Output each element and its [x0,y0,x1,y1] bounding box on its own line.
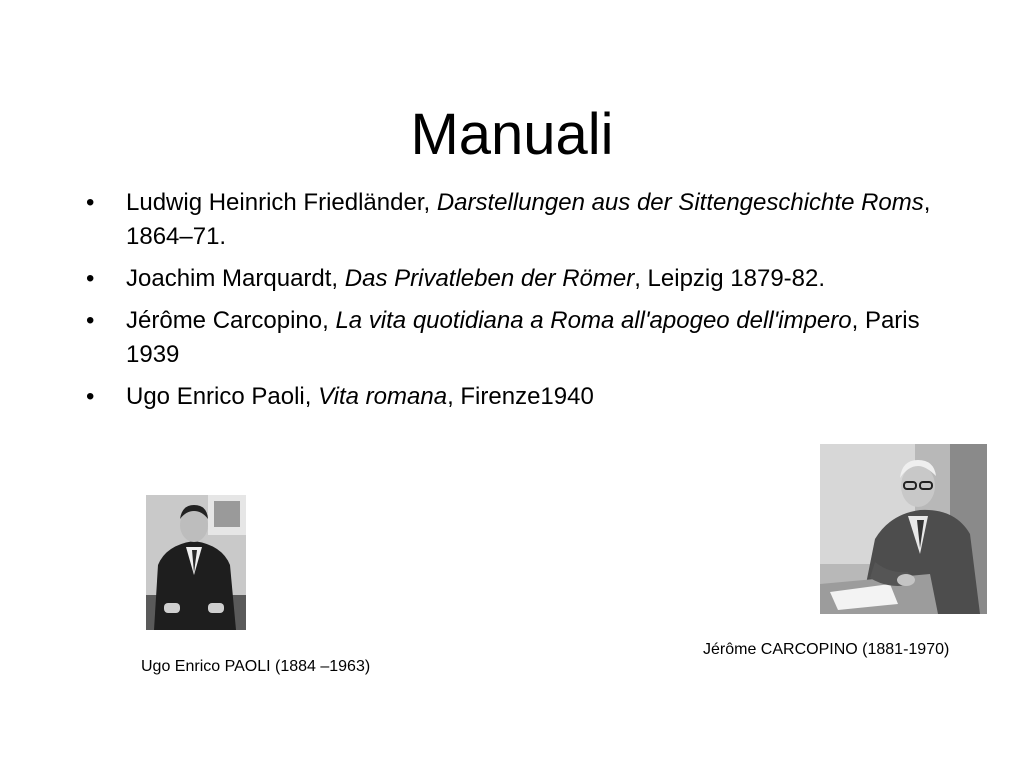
book-title: Vita romana [318,383,448,410]
list-item [86,186,936,254]
bullet-icon: • [86,189,95,216]
author-name: Ugo Enrico Paoli, [126,383,319,410]
author-name: Ludwig Heinrich Friedländer, [126,189,437,216]
portrait-paoli-image [146,495,246,630]
list-item [86,304,936,372]
author-name: Joachim Marquardt, [126,265,345,292]
bullet-icon: • [86,265,95,292]
book-title: La vita quotidiana a Roma all'apogeo dell'impero [335,307,852,334]
portrait-photo-carcopino [820,444,987,614]
book-title: Darstellungen aus der Sittengeschichte Roms [436,189,924,216]
bullet-icon: • [86,307,95,334]
publication-details: , Firenze1940 [447,383,594,410]
photo-caption-paoli: Ugo Enrico PAOLI (1884 –1963) [141,658,371,675]
book-title: Das Privatleben der Römer [344,265,635,292]
portrait-carcopino-image [820,444,987,614]
publication-details: , Paris 1939 [126,307,920,368]
slide-title: Manuali [410,102,614,167]
author-name: Jérôme Carcopino, [126,307,336,334]
publication-details: , 1864–71. [126,189,931,250]
bullet-icon: • [86,383,95,410]
bibliography-list [86,186,936,422]
list-item [86,380,936,414]
photo-caption-carcopino: Jérôme CARCOPINO (1881-1970) [703,641,950,658]
publication-details: , Leipzig 1879-82. [634,265,826,292]
portrait-photo-paoli [146,495,246,630]
list-item [86,262,936,296]
